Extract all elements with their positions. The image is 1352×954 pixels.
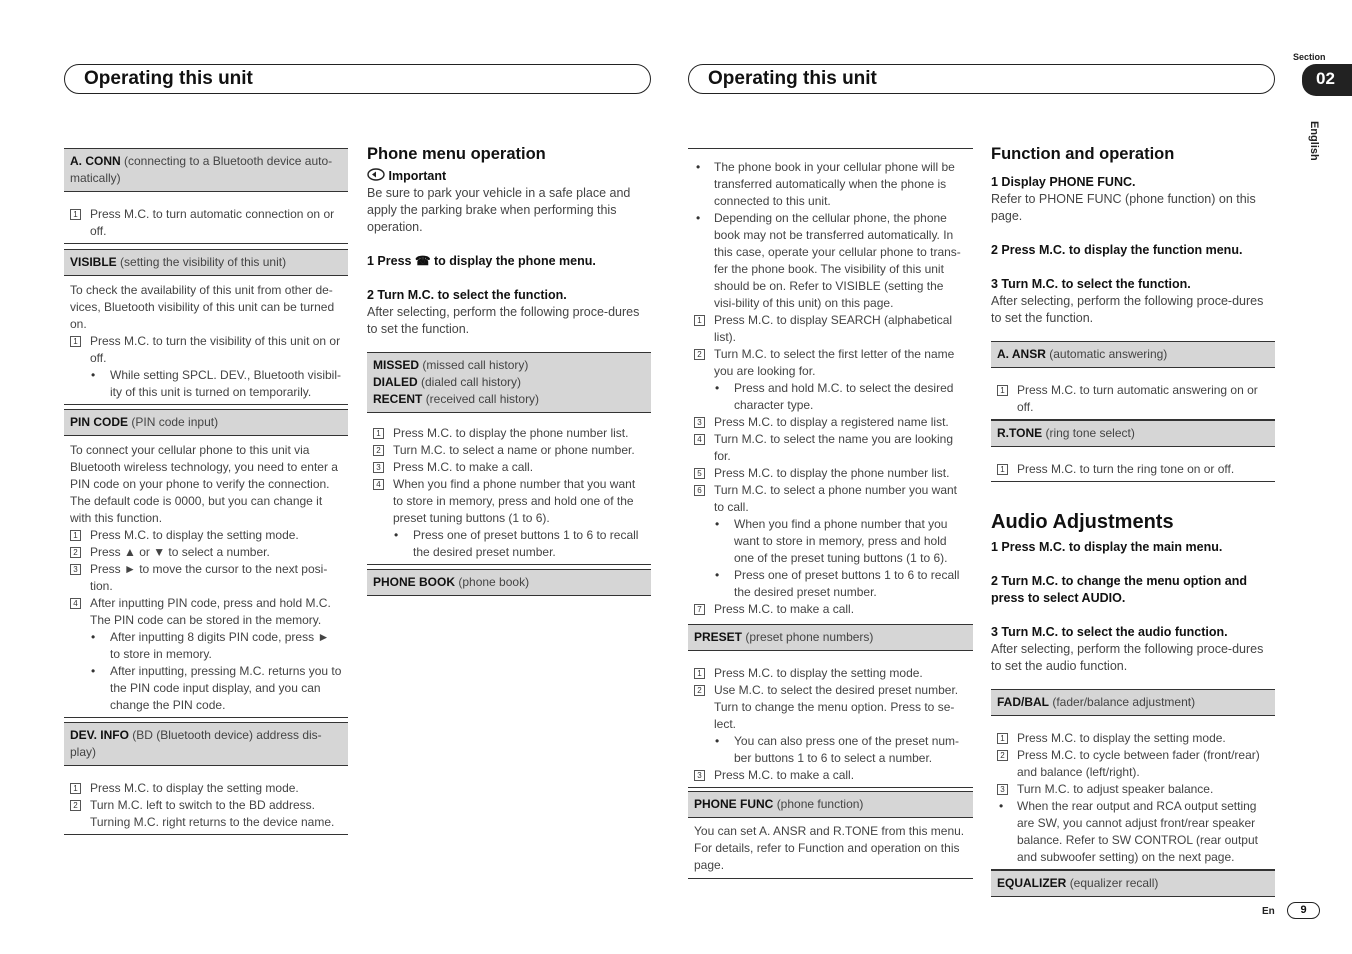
fad-bal-heading: FAD/BAL (fader/balance adjustment): [991, 689, 1275, 716]
language-tab: [1308, 121, 1320, 173]
fo-step-2: 2 Press M.C. to display the function menu.: [991, 243, 1243, 257]
list-item: 1 Press M.C. to display the phone number list.: [373, 425, 645, 442]
list-item: • When you find a phone number that you want to store in memory, press and hold one of the preset tuning buttons (1 to 6).: [694, 516, 967, 567]
list-item: 4 When you find a phone number that you want to store in memory, press and hold one of the preset tuning buttons (1 to 6).: [373, 476, 645, 527]
list-item: 3 Press M.C. to make a call.: [694, 767, 967, 784]
section-label: Section: [1293, 52, 1326, 62]
list-item: 1 Press M.C. to turn automatic answering on or off.: [997, 382, 1269, 416]
list-item: 4 After inputting PIN code, press and hold M.C. The PIN code can be stored in the memory.: [70, 595, 342, 629]
list-item: 3 Press M.C. to display a registered name list.: [694, 414, 967, 431]
list-item: 1 Press M.C. to turn the ring tone on or off.: [997, 461, 1269, 478]
fo-step-1-text: Refer to PHONE FUNC (phone function) on this page.: [991, 192, 1256, 223]
function-operation-title: Function and operation: [991, 145, 1175, 163]
audio-adjustments-title: Audio Adjustments: [991, 511, 1174, 533]
column-1: [64, 148, 348, 835]
history-steps: [367, 413, 651, 565]
audio-step-1: 1 Press M.C. to display the main menu.: [991, 540, 1223, 554]
pin-text: To connect your cellular phone to this unit via Bluetooth wireless technology, you need to enter a PIN code on your phone to verify the connection. The default code is 0000, but you can change it with this function.: [70, 443, 338, 525]
footer-language: En: [1262, 906, 1275, 917]
phone-book-heading: PHONE BOOK (phone book): [367, 569, 651, 596]
dev-section: [64, 766, 348, 835]
column-2: [367, 144, 651, 596]
list-item: • Press one of preset buttons 1 to 6 to recall the desired preset number.: [694, 567, 967, 601]
list-item: 1 Press M.C. to turn automatic connection on or off.: [70, 206, 342, 240]
fo-step-1: 1 Display PHONE FUNC.: [991, 175, 1136, 189]
step-1: 1 Press ☎ to display the phone menu.: [367, 254, 596, 268]
left-header-title: Operating this unit: [84, 68, 253, 89]
audio-step-3-text: After selecting, perform the following proce-dures to set the audio function.: [991, 642, 1264, 673]
list-item: 7 Press M.C. to make a call.: [694, 601, 967, 621]
pin-heading: PIN CODE (PIN code input): [64, 409, 348, 436]
list-item: 1 Press M.C. to display the setting mode.: [70, 527, 342, 544]
list-item: 1 Press M.C. to display the setting mode.: [70, 780, 342, 797]
list-item: 2 Use M.C. to select the desired preset number. Turn to change the menu option. Press to se-lect.: [694, 682, 967, 733]
audio-step-3: 3 Turn M.C. to select the audio function.: [991, 625, 1228, 639]
list-item: 5 Press M.C. to display the phone number list.: [694, 465, 967, 482]
phone-func-text: You can set A. ANSR and R.TONE from this menu. For details, refer to Function and operation on this page.: [688, 818, 973, 879]
list-item: 3 Press M.C. to make a call.: [373, 459, 645, 476]
list-item: 2 Turn M.C. to select a name or phone number.: [373, 442, 645, 459]
right-page-header: [688, 64, 1275, 94]
list-item: 3 Press ► to move the cursor to the next posi-tion.: [70, 561, 342, 595]
equalizer-heading: EQUALIZER (equalizer recall): [991, 870, 1275, 897]
list-item: 1 Press M.C. to display SEARCH (alphabetical list).: [694, 312, 967, 346]
list-item: • Press and hold M.C. to select the desired character type.: [694, 380, 967, 414]
list-item: 3 Turn M.C. to adjust speaker balance.: [997, 781, 1269, 798]
visible-heading: VISIBLE (setting the visibility of this unit): [64, 249, 348, 276]
important-text: Be sure to park your vehicle in a safe place and apply the parking brake when performing this operation.: [367, 186, 631, 234]
column-3: [688, 148, 973, 879]
step-2: 2 Turn M.C. to select the function.: [367, 288, 567, 302]
list-item: 1 Press M.C. to turn the visibility of this unit on or off.: [70, 333, 342, 367]
list-item: 2 Turn M.C. left to switch to the BD address. Turning M.C. right returns to the device name.: [70, 797, 342, 831]
list-item: 1 Press M.C. to display the setting mode.: [694, 665, 967, 682]
list-item: • After inputting, pressing M.C. returns you to the PIN code input display, and you can change the PIN code.: [70, 663, 342, 714]
list-item: 2 Turn M.C. to select the first letter of the name you are looking for.: [694, 346, 967, 380]
left-page-header: [64, 64, 651, 94]
column-4: [991, 144, 1275, 897]
fo-step-3-text: After selecting, perform the following proce-dures to set the function.: [991, 294, 1264, 325]
dev-heading: DEV. INFO (BD (Bluetooth device) address dis-play): [64, 722, 348, 766]
language-label: English: [1308, 121, 1320, 161]
phone-func-heading: PHONE FUNC (phone function): [688, 791, 973, 818]
list-item: • The phone book in your cellular phone will be transferred automatically when the phone is connected to this unit.: [694, 159, 967, 210]
list-item: 2 Press M.C. to cycle between fader (front/rear) and balance (left/right).: [997, 747, 1269, 781]
list-item: 4 Turn M.C. to select the name you are looking for.: [694, 431, 967, 465]
list-item: • Depending on the cellular phone, the phone book may not be transferred automatically. In this case, operate your cellular phone to trans-fer the phone book. The visibility of this unit should be on. Refer to VISIBLE (setting the visi-bility of this unit) on this page.: [694, 210, 967, 312]
list-item: 6 Turn M.C. to select a phone number you want to call.: [694, 482, 967, 516]
important-icon: [367, 168, 385, 180]
right-header-title: Operating this unit: [708, 68, 877, 89]
phone-menu-title: Phone menu operation: [367, 145, 546, 163]
visible-section: [64, 276, 348, 405]
list-item: • After inputting 8 digits PIN code, press ► to store in memory.: [70, 629, 342, 663]
ansr-heading: A. ANSR (automatic answering): [991, 341, 1275, 368]
list-item: 1 Press M.C. to display the setting mode.: [997, 730, 1269, 747]
rtone-steps: [991, 447, 1275, 482]
page-number: 9: [1287, 902, 1320, 919]
aconn-steps: [64, 192, 348, 244]
phone-book-section: [688, 148, 973, 621]
preset-steps: [688, 651, 973, 788]
rtone-heading: R.TONE (ring tone select): [991, 420, 1275, 447]
audio-step-2: 2 Turn M.C. to change the menu option and press to select AUDIO.: [991, 574, 1248, 605]
fo-step-3: 3 Turn M.C. to select the function.: [991, 277, 1191, 291]
section-number-tab: 02: [1302, 64, 1352, 96]
step-2-text: After selecting, perform the following proce-dures to set the function.: [367, 305, 640, 336]
list-item: • While setting SPCL. DEV., Bluetooth visibil-ity of this unit is turned on temporarily.: [70, 367, 342, 401]
preset-heading: PRESET (preset phone numbers): [688, 624, 973, 651]
history-heading: MISSED (missed call history) DIALED (dialed call history) RECENT (received call history): [367, 352, 651, 413]
ansr-steps: [991, 368, 1275, 420]
pin-section: [64, 436, 348, 718]
visible-text: To check the availability of this unit from other de-vices, Bluetooth visibility of this unit can be turned on.: [70, 283, 335, 331]
list-item: • You can also press one of the preset num-ber buttons 1 to 6 to select a number.: [694, 733, 967, 767]
list-item: 2 Press ▲ or ▼ to select a number.: [70, 544, 342, 561]
list-item: • When the rear output and RCA output setting are SW, you cannot adjust front/rear speaker balance. Refer to SW CONTROL (rear output and subwoofer setting) on the next page.: [997, 798, 1269, 866]
list-item: • Press one of preset buttons 1 to 6 to recall the desired preset number.: [373, 527, 645, 561]
fad-bal-steps: [991, 716, 1275, 870]
aconn-heading: A. CONN (connecting to a Bluetooth device auto-matically): [64, 148, 348, 192]
important-note: Important: [367, 168, 651, 185]
